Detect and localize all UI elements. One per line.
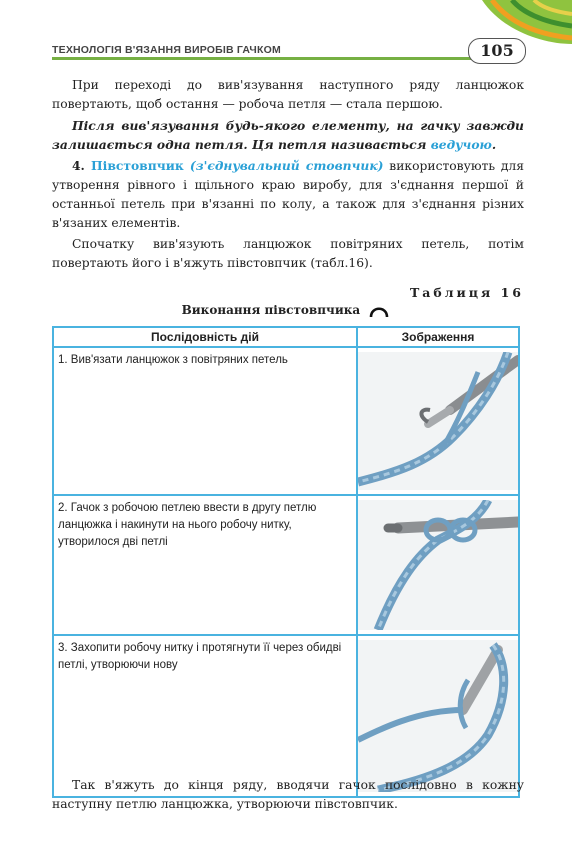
paragraph-closing: Так в'яжуть до кінця ряду, вводячи гачок послідовно в кожну наступну петлю ланцюжка, утворюючи півстовпчик.: [52, 778, 524, 811]
running-header-title: ТЕХНОЛОГІЯ В'ЯЗАННЯ ВИРОБІВ ГАЧКОМ: [52, 44, 281, 56]
term-slip-stitch: Півстовпчик: [91, 158, 184, 173]
steps-table: [52, 326, 520, 798]
step-text: 3. Захопити робочу нитку і протягнути її через обидві петлі, утворюючи нову: [53, 635, 357, 797]
table-row: [53, 347, 519, 495]
table-caption-text: Виконання півстовпчика: [181, 303, 361, 317]
page-number: 105: [468, 38, 526, 64]
table-row: [53, 635, 519, 797]
paragraph-slip-stitch: [52, 156, 524, 233]
step-image-cell: [357, 347, 519, 495]
leading-loop-statement: Після вив'язування будь-якого елементу, на гачку завжди залишається одна петля. Ця петля називається: [52, 118, 524, 152]
column-header-images: Зображення: [357, 327, 519, 347]
paragraph-turning-chain: При переході до вив'язування наступного ряду ланцюжок повертають, щоб остання — робоча петля — стала першою.: [52, 78, 524, 111]
paragraph-procedure-intro: Спочатку вив'язують ланцюжок повітряних петель, потім повертають його і в'яжуть півстовпчик (табл.16).: [52, 237, 524, 270]
item-number: 4.: [72, 158, 92, 173]
table-label: Таблиця 16: [409, 285, 524, 300]
crochet-chain-photo: [358, 352, 518, 490]
term-slip-stitch-alias: (з'єднувальний стовпчик): [183, 158, 384, 173]
slip-stitch-description: використовують для утворення рівного і щільного краю виробу, для з'єднання першої й останньої петель при в'язанні по колу, а також для з'єднання різних в'язаних елементів.: [52, 159, 524, 230]
closing-text: [52, 776, 524, 816]
table-caption: [0, 303, 572, 318]
term-leading-loop: ведучою: [430, 137, 492, 152]
paragraph-leading-loop: [52, 116, 524, 154]
table-row: [53, 495, 519, 635]
step-image-cell: [357, 635, 519, 797]
step-image-cell: [357, 495, 519, 635]
crochet-hook-two-loops-photo: [358, 500, 518, 630]
table-header-row: [53, 327, 519, 347]
step-text: 2. Гачок з робочою петлею ввести в другу петлю ланцюжка і накинути на нього робочу нитку, утворилося дві петлі: [53, 495, 357, 635]
column-header-steps: Послідовність дій: [53, 327, 357, 347]
body-text: [52, 76, 524, 275]
crochet-pull-through-photo: [358, 640, 518, 792]
step-text: 1. Вив'язати ланцюжок з повітряних петель: [53, 347, 357, 495]
period: .: [491, 137, 497, 152]
slip-stitch-symbol-icon: [368, 304, 390, 318]
header-divider: [52, 57, 472, 60]
